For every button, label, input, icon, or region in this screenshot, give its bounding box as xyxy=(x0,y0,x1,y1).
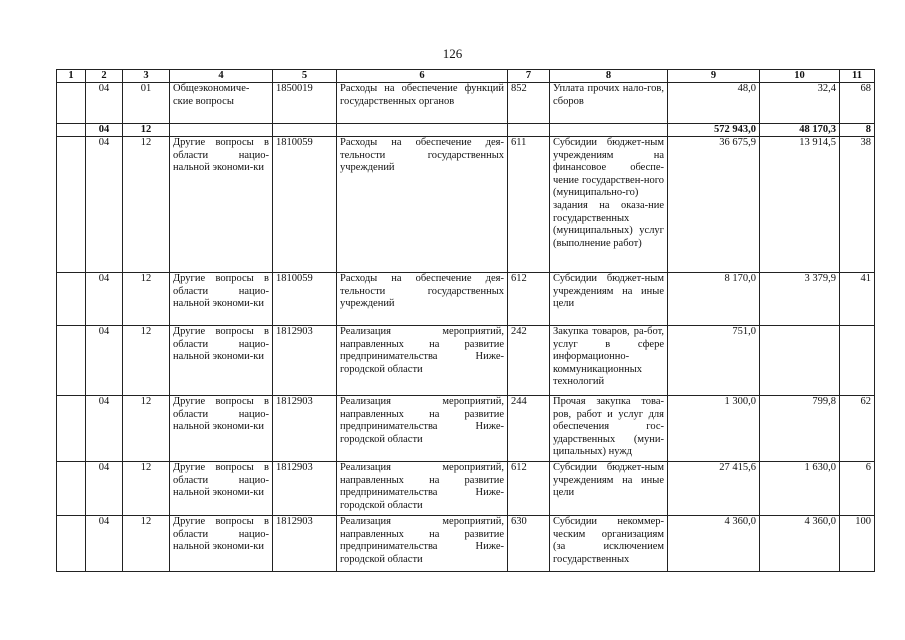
cell-percent: 8 xyxy=(840,124,875,137)
cell-subsection-name: Другие вопросы в области нацио-нальной экономи-ки xyxy=(170,137,273,273)
header-cell: 11 xyxy=(840,70,875,83)
cell-expense-type: 630 xyxy=(508,516,550,572)
cell-section: 04 xyxy=(86,124,123,137)
cell-target-code: 1810059 xyxy=(273,137,337,273)
header-row xyxy=(57,70,875,83)
cell-col-1 xyxy=(57,396,86,462)
total-row xyxy=(57,124,875,137)
cell-subsection-name: Другие вопросы в области нацио-нальной экономи-ки xyxy=(170,326,273,396)
cell-expense-type-name: Субсидии бюджет-ным учреждениям на финансовое обеспе-чение государствен-ного (муниципально-го) задания на оказа-ние государственных (муниципальных) услуг (выполнение работ) xyxy=(550,137,668,273)
cell-col-1 xyxy=(57,83,86,124)
cell-subsection: 01 xyxy=(123,83,170,124)
cell-subsection-name: Общеэкономиче-ские вопросы xyxy=(170,83,273,124)
header-cell: 9 xyxy=(668,70,760,83)
cell-col-1 xyxy=(57,462,86,516)
cell-section: 04 xyxy=(86,326,123,396)
header-cell: 7 xyxy=(508,70,550,83)
header-cell: 8 xyxy=(550,70,668,83)
cell-subsection: 12 xyxy=(123,137,170,273)
cell-plan-amount: 4 360,0 xyxy=(668,516,760,572)
cell-expense-type: 244 xyxy=(508,396,550,462)
cell-actual-amount: 799,8 xyxy=(760,396,840,462)
cell-plan-amount: 751,0 xyxy=(668,326,760,396)
cell-percent: 38 xyxy=(840,137,875,273)
cell-actual-amount: 4 360,0 xyxy=(760,516,840,572)
cell-plan-amount: 36 675,9 xyxy=(668,137,760,273)
cell-plan-amount: 27 415,6 xyxy=(668,462,760,516)
page-number: 126 xyxy=(442,46,463,61)
cell-subsection-name: Другие вопросы в области нацио-нальной экономи-ки xyxy=(170,462,273,516)
budget-table xyxy=(56,69,875,572)
table-row xyxy=(57,396,875,462)
cell-percent: 6 xyxy=(840,462,875,516)
cell-subsection: 12 xyxy=(123,326,170,396)
cell-expense-type: 611 xyxy=(508,137,550,273)
table-row xyxy=(57,273,875,326)
cell-percent: 100 xyxy=(840,516,875,572)
cell-target-name: Реализация мероприятий, направленных на развитие предпринимательства Ниже-городской области xyxy=(337,516,508,572)
cell-target-code: 1812903 xyxy=(273,516,337,572)
cell-expense-type: 852 xyxy=(508,83,550,124)
cell-target-code: 1812903 xyxy=(273,462,337,516)
cell-expense-type-name: Закупка товаров, ра-бот, услуг в сфере информационно-коммуникационных технологий xyxy=(550,326,668,396)
cell-subsection: 12 xyxy=(123,516,170,572)
cell-actual-amount xyxy=(760,326,840,396)
cell-target-name: Реализация мероприятий, направленных на развитие предпринимательства Ниже-городской области xyxy=(337,326,508,396)
cell-percent: 41 xyxy=(840,273,875,326)
cell-section: 04 xyxy=(86,396,123,462)
cell-target-name: Расходы на обеспечение функций государственных органов xyxy=(337,83,508,124)
cell-target-code xyxy=(273,124,337,137)
header-cell: 6 xyxy=(337,70,508,83)
cell-target-code: 1850019 xyxy=(273,83,337,124)
cell-section: 04 xyxy=(86,83,123,124)
cell-subsection: 12 xyxy=(123,396,170,462)
cell-subsection-name: Другие вопросы в области нацио-нальной экономи-ки xyxy=(170,396,273,462)
table-row xyxy=(57,326,875,396)
cell-actual-amount: 1 630,0 xyxy=(760,462,840,516)
cell-actual-amount: 13 914,5 xyxy=(760,137,840,273)
header-cell: 2 xyxy=(86,70,123,83)
cell-target-name: Расходы на обеспечение дея-тельности государственных учреждений xyxy=(337,273,508,326)
cell-plan-amount: 572 943,0 xyxy=(668,124,760,137)
cell-section: 04 xyxy=(86,462,123,516)
cell-expense-type: 612 xyxy=(508,273,550,326)
cell-target-code: 1810059 xyxy=(273,273,337,326)
cell-col-1 xyxy=(57,124,86,137)
cell-col-1 xyxy=(57,516,86,572)
cell-expense-type xyxy=(508,124,550,137)
cell-target-name: Реализация мероприятий, направленных на развитие предпринимательства Ниже-городской области xyxy=(337,396,508,462)
cell-target-name xyxy=(337,124,508,137)
cell-subsection: 12 xyxy=(123,462,170,516)
cell-percent: 62 xyxy=(840,396,875,462)
cell-subsection-name xyxy=(170,124,273,137)
table-row xyxy=(57,516,875,572)
cell-expense-type: 612 xyxy=(508,462,550,516)
cell-section: 04 xyxy=(86,137,123,273)
table-row xyxy=(57,137,875,273)
cell-expense-type-name: Субсидии бюджет-ным учреждениям на иные цели xyxy=(550,462,668,516)
cell-percent: 68 xyxy=(840,83,875,124)
header-cell: 10 xyxy=(760,70,840,83)
cell-expense-type-name xyxy=(550,124,668,137)
table-row xyxy=(57,462,875,516)
cell-subsection: 12 xyxy=(123,124,170,137)
cell-actual-amount: 48 170,3 xyxy=(760,124,840,137)
header-cell: 3 xyxy=(123,70,170,83)
cell-expense-type-name: Уплата прочих нало-гов, сборов xyxy=(550,83,668,124)
cell-section: 04 xyxy=(86,516,123,572)
cell-actual-amount: 32,4 xyxy=(760,83,840,124)
header-cell: 5 xyxy=(273,70,337,83)
cell-subsection-name: Другие вопросы в области нацио-нальной экономи-ки xyxy=(170,516,273,572)
cell-section: 04 xyxy=(86,273,123,326)
cell-subsection-name: Другие вопросы в области нацио-нальной экономи-ки xyxy=(170,273,273,326)
cell-plan-amount: 8 170,0 xyxy=(668,273,760,326)
cell-col-1 xyxy=(57,326,86,396)
cell-expense-type-name: Прочая закупка това-ров, работ и услуг для обеспечения гос-ударственных (муни-ципальных) нужд xyxy=(550,396,668,462)
cell-actual-amount: 3 379,9 xyxy=(760,273,840,326)
cell-target-name: Расходы на обеспечение дея-тельности государственных учреждений xyxy=(337,137,508,273)
cell-plan-amount: 48,0 xyxy=(668,83,760,124)
header-cell: 4 xyxy=(170,70,273,83)
table-row xyxy=(57,83,875,124)
cell-col-1 xyxy=(57,137,86,273)
cell-plan-amount: 1 300,0 xyxy=(668,396,760,462)
header-cell: 1 xyxy=(57,70,86,83)
cell-target-code: 1812903 xyxy=(273,326,337,396)
cell-expense-type-name: Субсидии бюджет-ным учреждениям на иные цели xyxy=(550,273,668,326)
cell-percent xyxy=(840,326,875,396)
cell-target-name: Реализация мероприятий, направленных на развитие предпринимательства Ниже-городской области xyxy=(337,462,508,516)
cell-expense-type-name: Субсидии некоммер-ческим организациям (за исключением государственных xyxy=(550,516,668,572)
cell-expense-type: 242 xyxy=(508,326,550,396)
cell-target-code: 1812903 xyxy=(273,396,337,462)
cell-col-1 xyxy=(57,273,86,326)
cell-subsection: 12 xyxy=(123,273,170,326)
